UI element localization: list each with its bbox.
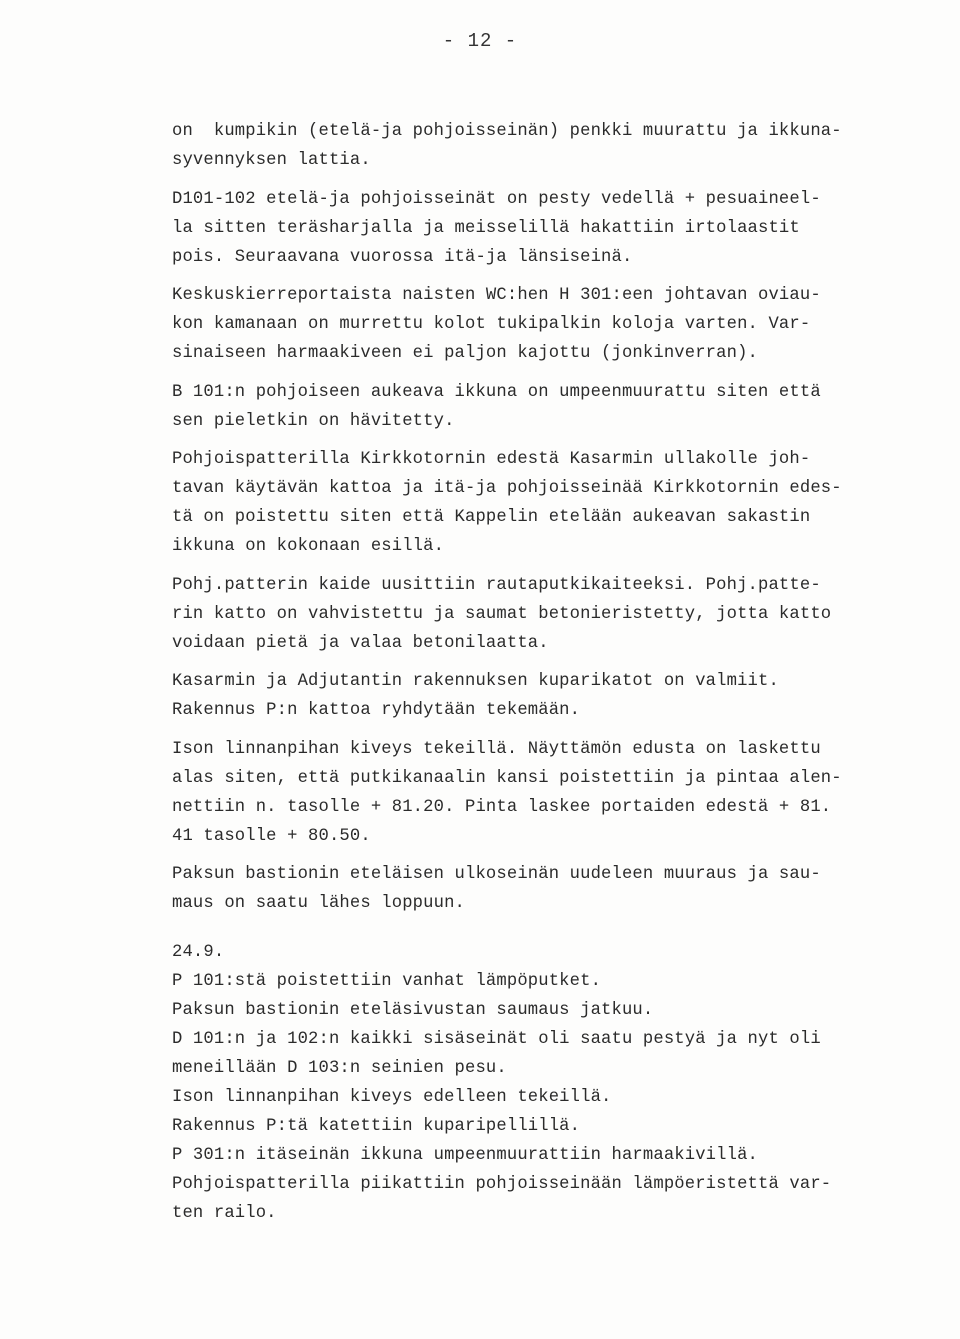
- text-line: Pohj.patterin kaide uusittiin rautaputkikaiteeksi. Pohj.patte-: [172, 575, 821, 595]
- page-number: - 12 -: [442, 30, 518, 52]
- paragraph: [172, 378, 932, 436]
- paragraph: [172, 571, 932, 658]
- text-line: Rakennus P:tä katettiin kuparipellillä.: [172, 1117, 581, 1136]
- document-body: [172, 117, 932, 1228]
- text-line: pois. Seuraavana vuorossa itä-ja länsiseinä.: [172, 247, 633, 267]
- paragraph: [172, 735, 932, 851]
- text-line: P 301:n itäseinän ikkuna umpeenmuurattiin harmaakivillä.: [172, 1146, 758, 1165]
- text-line: D101-102 etelä-ja pohjoisseinät on pesty vedellä + pesuaineel-: [172, 189, 821, 209]
- dated-entry: [172, 938, 932, 1228]
- text-line: alas siten, että putkikanaalin kansi poistettiin ja pintaa alen-: [172, 768, 842, 788]
- text-line: tä on poistettu siten että Kappelin etelään aukeavan sakastin: [172, 508, 811, 527]
- paragraph: [172, 117, 932, 175]
- text-line: B 101:n pohjoiseen aukeava ikkuna on umpeenmuurattu siten että: [172, 382, 821, 402]
- text-line: Rakennus P:n kattoa ryhdytään tekemään.: [172, 701, 581, 720]
- entry-date: 24.9.: [172, 943, 225, 962]
- text-line: tavan käytävän kattoa ja itä-ja pohjoisseinää Kirkkotornin edes-: [172, 479, 842, 498]
- paragraph: [172, 860, 932, 918]
- text-line: maus on saatu lähes loppuun.: [172, 894, 465, 913]
- text-line: Paksun bastionin eteläsivustan saumaus jatkuu.: [172, 1001, 654, 1020]
- paragraph: [172, 281, 932, 368]
- text-line: 41 tasolle + 80.50.: [172, 826, 371, 846]
- text-line: Keskuskierreportaista naisten WC:hen H 301:een johtavan oviau-: [172, 286, 821, 305]
- text-line: sen pieletkin on hävitetty.: [172, 411, 455, 431]
- paragraph: [172, 185, 932, 272]
- text-line: P 101:stä poistettiin vanhat lämpöputket.: [172, 972, 602, 991]
- text-line: la sitten teräsharjalla ja meisselillä hakattiin irtolaastit: [172, 218, 800, 238]
- text-line: kon kamanaan on murrettu kolot tukipalkin koloja varten. Var-: [172, 315, 811, 334]
- text-line: Ison linnanpihan kiveys tekeillä. Näyttämön edusta on laskettu: [172, 739, 821, 759]
- text-line: syvennyksen lattia.: [172, 151, 371, 170]
- paragraph: [172, 445, 932, 561]
- text-line: sinaiseen harmaakiveen ei paljon kajottu (jonkinverran).: [172, 344, 758, 363]
- text-line: ten railo.: [172, 1204, 277, 1223]
- paragraph: [172, 667, 932, 725]
- text-line: rin katto on vahvistettu ja saumat betonieristetty, jotta katto: [172, 604, 832, 624]
- text-line: Pohjoispatterilla Kirkkotornin edestä Kasarmin ullakolle joh-: [172, 450, 811, 469]
- text-line: on kumpikin (etelä-ja pohjoisseinän) penkki muurattu ja ikkuna-: [172, 122, 842, 141]
- text-line: meneillään D 103:n seinien pesu.: [172, 1059, 507, 1078]
- text-line: Pohjoispatterilla piikattiin pohjoisseinään lämpöeristettä var-: [172, 1175, 832, 1194]
- text-line: Kasarmin ja Adjutantin rakennuksen kuparikatot on valmiit.: [172, 672, 779, 691]
- text-line: ikkuna on kokonaan esillä.: [172, 537, 445, 556]
- text-line: Ison linnanpihan kiveys edelleen tekeillä.: [172, 1088, 612, 1107]
- text-line: Paksun bastionin eteläisen ulkoseinän uudeleen muuraus ja sau-: [172, 865, 821, 884]
- text-line: voidaan pietä ja valaa betonilaatta.: [172, 633, 549, 653]
- text-line: nettiin n. tasolle + 81.20. Pinta laskee portaiden edestä + 81.: [172, 797, 832, 817]
- text-line: D 101:n ja 102:n kaikki sisäseinät oli saatu pestyä ja nyt oli: [172, 1030, 821, 1049]
